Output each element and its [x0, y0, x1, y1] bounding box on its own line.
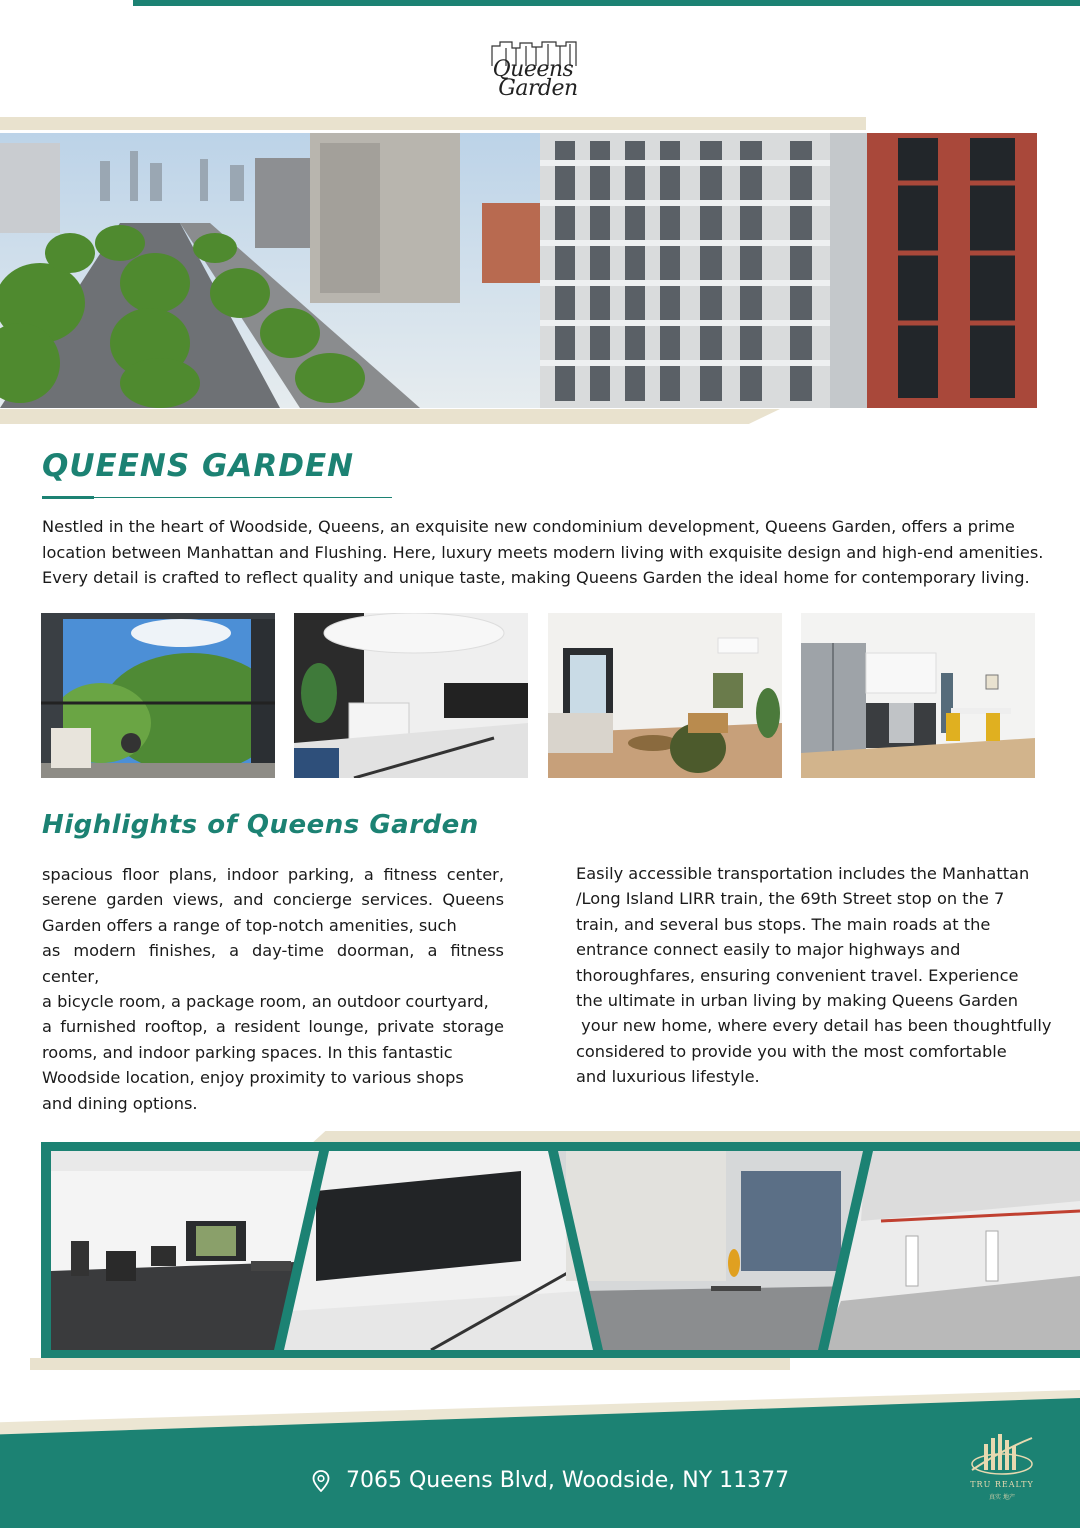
title-underline	[42, 497, 392, 498]
amenities-gallery	[41, 1142, 1080, 1358]
hero-top-band	[0, 117, 866, 130]
address-text: 7065 Queens Blvd, Woodside, NY 11377	[346, 1468, 790, 1493]
tru-realty-logo	[964, 1430, 1040, 1506]
right-line: thoroughfares, ensuring convenient travel. Experience	[576, 965, 1019, 985]
left-line: spacious floor plans, indoor parking, a fitness center,	[42, 865, 504, 884]
right-line: train, and several bus stops. The main roads at the	[576, 914, 991, 934]
highlights-left-column	[42, 862, 504, 1116]
gallery-bottom-band	[30, 1358, 790, 1370]
right-line: and luxurious lifestyle.	[576, 1067, 760, 1087]
photo-kitchen	[801, 613, 1035, 778]
gallery-photo-package-room	[276, 1151, 596, 1350]
intro-paragraph: Nestled in the heart of Woodside, Queens, an exquisite new condominium development, Queens Garden, offers a prime location between Manhattan and Flushing. Here, luxury meets modern living with exquisite design and high-end amenities. Every detail is crafted to reflect quality and unique taste, making Queens Garden the ideal home for contemporary living.	[42, 517, 1044, 587]
page-title: QUEENS GARDEN	[42, 448, 355, 484]
logo-line-1: Queens	[492, 57, 574, 82]
left-line: as modern finishes, a day-time doorman, a fitness center,	[42, 941, 504, 986]
photo-lobby	[294, 613, 528, 778]
left-line: a bicycle room, a package room, an outdoor courtyard,	[42, 992, 489, 1012]
right-line: entrance connect easily to major highways and	[576, 940, 961, 960]
photo-balcony	[41, 613, 275, 778]
address	[312, 1468, 789, 1493]
right-line: Easily accessible transportation includes the Manhattan	[576, 864, 1030, 883]
title-underline-accent	[42, 496, 94, 499]
left-line: Woodside location, enjoy proximity to various shops	[42, 1068, 464, 1088]
left-line: serene garden views, and concierge services. Queens	[42, 890, 504, 910]
left-line: Garden offers a range of top-notch amenities, such	[42, 915, 457, 935]
right-line: the ultimate in urban living by making Queens Garden	[576, 991, 1018, 1011]
highlights-title: Highlights of Queens Garden	[42, 810, 479, 840]
hero-bottom-band	[0, 409, 780, 424]
right-line: considered to provide you with the most comfortable	[576, 1041, 1007, 1061]
queens-garden-logo	[486, 38, 580, 110]
left-line: and dining options.	[42, 1093, 198, 1113]
hero-street-image	[0, 133, 1037, 408]
location-pin-icon	[312, 1470, 330, 1492]
left-line: a furnished rooftop, a resident lounge, private storage	[42, 1017, 504, 1037]
right-line: /Long Island LIRR train, the 69th Street stop on the 7	[576, 889, 1005, 909]
gallery-photo-courtyard	[551, 1151, 866, 1350]
gallery-photo-gym	[51, 1151, 321, 1350]
right-line: your new home, where every detail has been thoughtfully	[576, 1016, 1052, 1036]
logo-line-2: Garden	[498, 76, 578, 101]
photo-living-room	[548, 613, 782, 778]
highlights-right-column	[576, 861, 1056, 1090]
company-subtitle: 真实 地产	[989, 1494, 1015, 1501]
left-line: rooms, and indoor parking spaces. In this fantastic	[42, 1042, 453, 1062]
top-accent-bar	[133, 0, 1080, 6]
company-name: TRU REALTY	[970, 1480, 1034, 1489]
